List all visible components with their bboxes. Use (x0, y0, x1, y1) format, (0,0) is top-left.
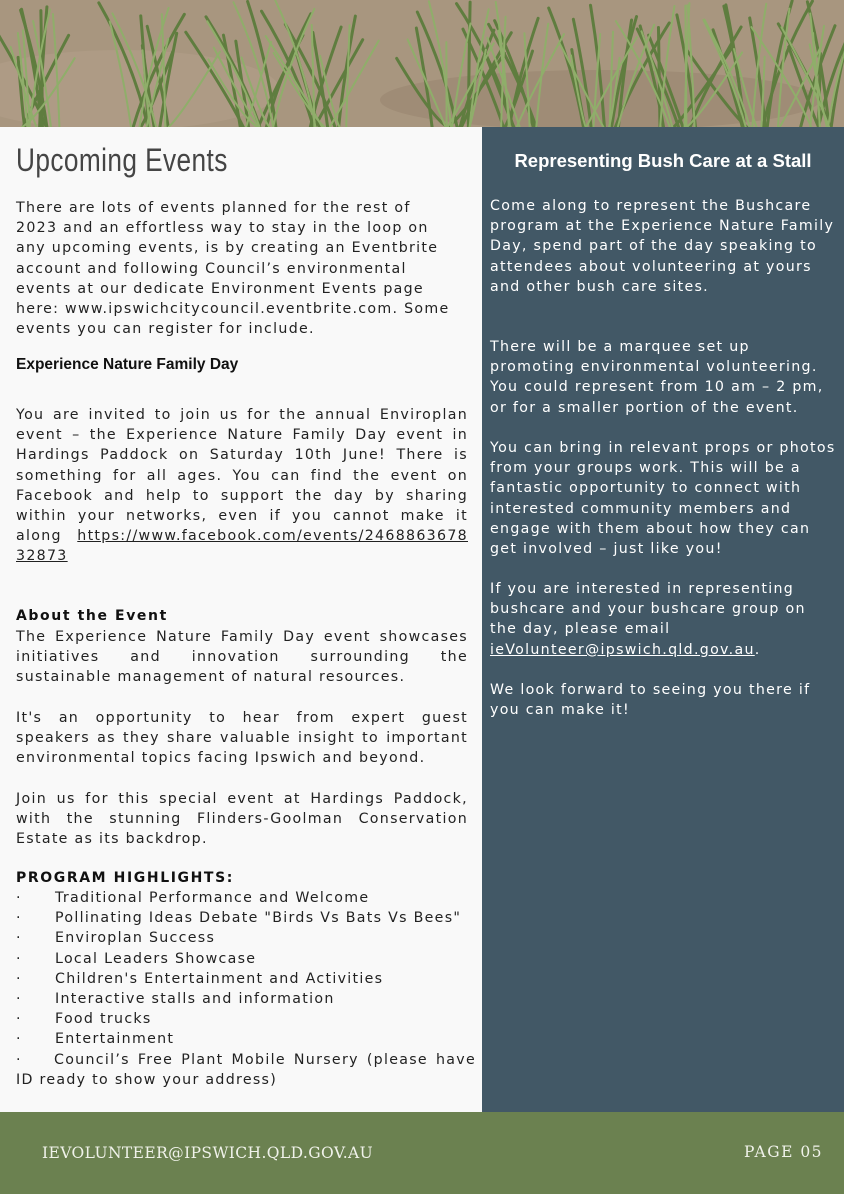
sidebar-paragraph (490, 579, 838, 660)
email-prompt-text: If you are interested in representing bushcare and your bushcare group on the day, please email (490, 581, 806, 638)
list-item-label: Interactive stalls and information (55, 991, 335, 1008)
bullet-icon: · (16, 950, 22, 967)
list-item-label: Pollinating Ideas Debate "Birds Vs Bats Vs Bees" (55, 910, 462, 927)
join-paragraph: Join us for this special event at Hardings Paddock, with the stunning Flinders-Goolman Conservation Estate as its backdrop. (16, 791, 468, 848)
bullet-icon: · (16, 1031, 22, 1048)
list-item (16, 949, 476, 969)
list-item-label: Local Leaders Showcase (55, 950, 257, 967)
bullet-icon: · (16, 991, 22, 1008)
footer-email[interactable]: IEVOLUNTEER@IPSWICH.QLD.GOV.AU (42, 1144, 374, 1162)
list-item (16, 969, 476, 989)
invite-paragraph (16, 405, 468, 567)
list-item (16, 1050, 476, 1090)
email-link[interactable]: ieVolunteer@ipswich.qld.gov.au (490, 641, 755, 658)
list-item-label: Traditional Performance and Welcome (55, 890, 370, 906)
bullet-icon: · (16, 970, 22, 987)
sidebar-paragraph: Come along to represent the Bushcare program at the Experience Nature Family Day, spend part of the day speaking to attendees about volunteering at yours and other bush care sites. (490, 198, 835, 295)
sidebar-paragraph: You can bring in relevant props or photos from your groups work. This will be a fantastic opportunity to connect with interested community members and engage with them about how they can get involved – just like you! (490, 440, 836, 558)
sidebar-paragraph: We look forward to seeing you there if you can make it! (490, 682, 811, 719)
bullet-icon: · (16, 1011, 22, 1028)
header-grass-photo (0, 0, 844, 127)
intro-paragraph: There are lots of events planned for the rest of 2023 and an effortless way to stay in the loop on any upcoming events, is by creating an Eventbrite account and following Council’s environmental events at our dedicate Environment Events page here: www.ipswichcitycouncil.eventbrite.com. Some events you can register for include. (16, 200, 450, 338)
list-item-label: Enviroplan Success (55, 930, 216, 947)
sidebar-paragraph: There will be a marquee set up promoting environmental volunteering. You could represent from 10 am – 2 pm, or for a smaller portion of the event. (490, 339, 824, 416)
email-suffix: . (754, 641, 761, 658)
list-item (16, 1009, 476, 1029)
list-item (16, 1029, 476, 1049)
sidebar-title: Representing Bush Care at a Stall (514, 150, 812, 171)
list-item-label: Entertainment (55, 1031, 175, 1048)
list-item (16, 908, 476, 928)
list-item (16, 888, 476, 908)
bullet-icon: · (16, 910, 22, 927)
page-title: Upcoming Events (16, 142, 228, 178)
list-item-label: Food trucks (55, 1011, 152, 1028)
opportunity-paragraph: It's an opportunity to hear from expert guest speakers as they share valuable insight to important environmental topics facing Ipswich and beyond. (16, 710, 468, 767)
about-paragraph: The Experience Nature Family Day event showcases initiatives and innovation surrounding the sustainable management of natural resources. (16, 629, 468, 686)
event-heading: Experience Nature Family Day (16, 356, 239, 373)
invite-text: You are invited to join us for the annual Enviroplan event – the Experience Nature Family Day event in Hardings Paddock on Saturday 10th June! There is something for all ages. (16, 407, 468, 484)
program-heading: PROGRAM HIGHLIGHTS: (16, 870, 234, 886)
facebook-link[interactable]: https://www.facebook.com/events/246886367832873 (16, 528, 468, 565)
bullet-icon: · (16, 890, 22, 906)
list-item-label: Council’s Free Plant Mobile Nursery (please have ID ready to show your address) (16, 1051, 476, 1088)
program-list (16, 888, 476, 1090)
facebook-text: You can find the event on Facebook and help to support the day by sharing within your networks, even if you cannot make it along (16, 467, 468, 545)
page-number: PAGE 05 (744, 1143, 824, 1161)
list-item (16, 928, 476, 948)
list-item (16, 989, 476, 1009)
about-heading: About the Event (16, 608, 168, 624)
bullet-icon: · (16, 930, 22, 947)
list-item-label: Children's Entertainment and Activities (55, 970, 384, 987)
bullet-icon: · (16, 1051, 22, 1068)
